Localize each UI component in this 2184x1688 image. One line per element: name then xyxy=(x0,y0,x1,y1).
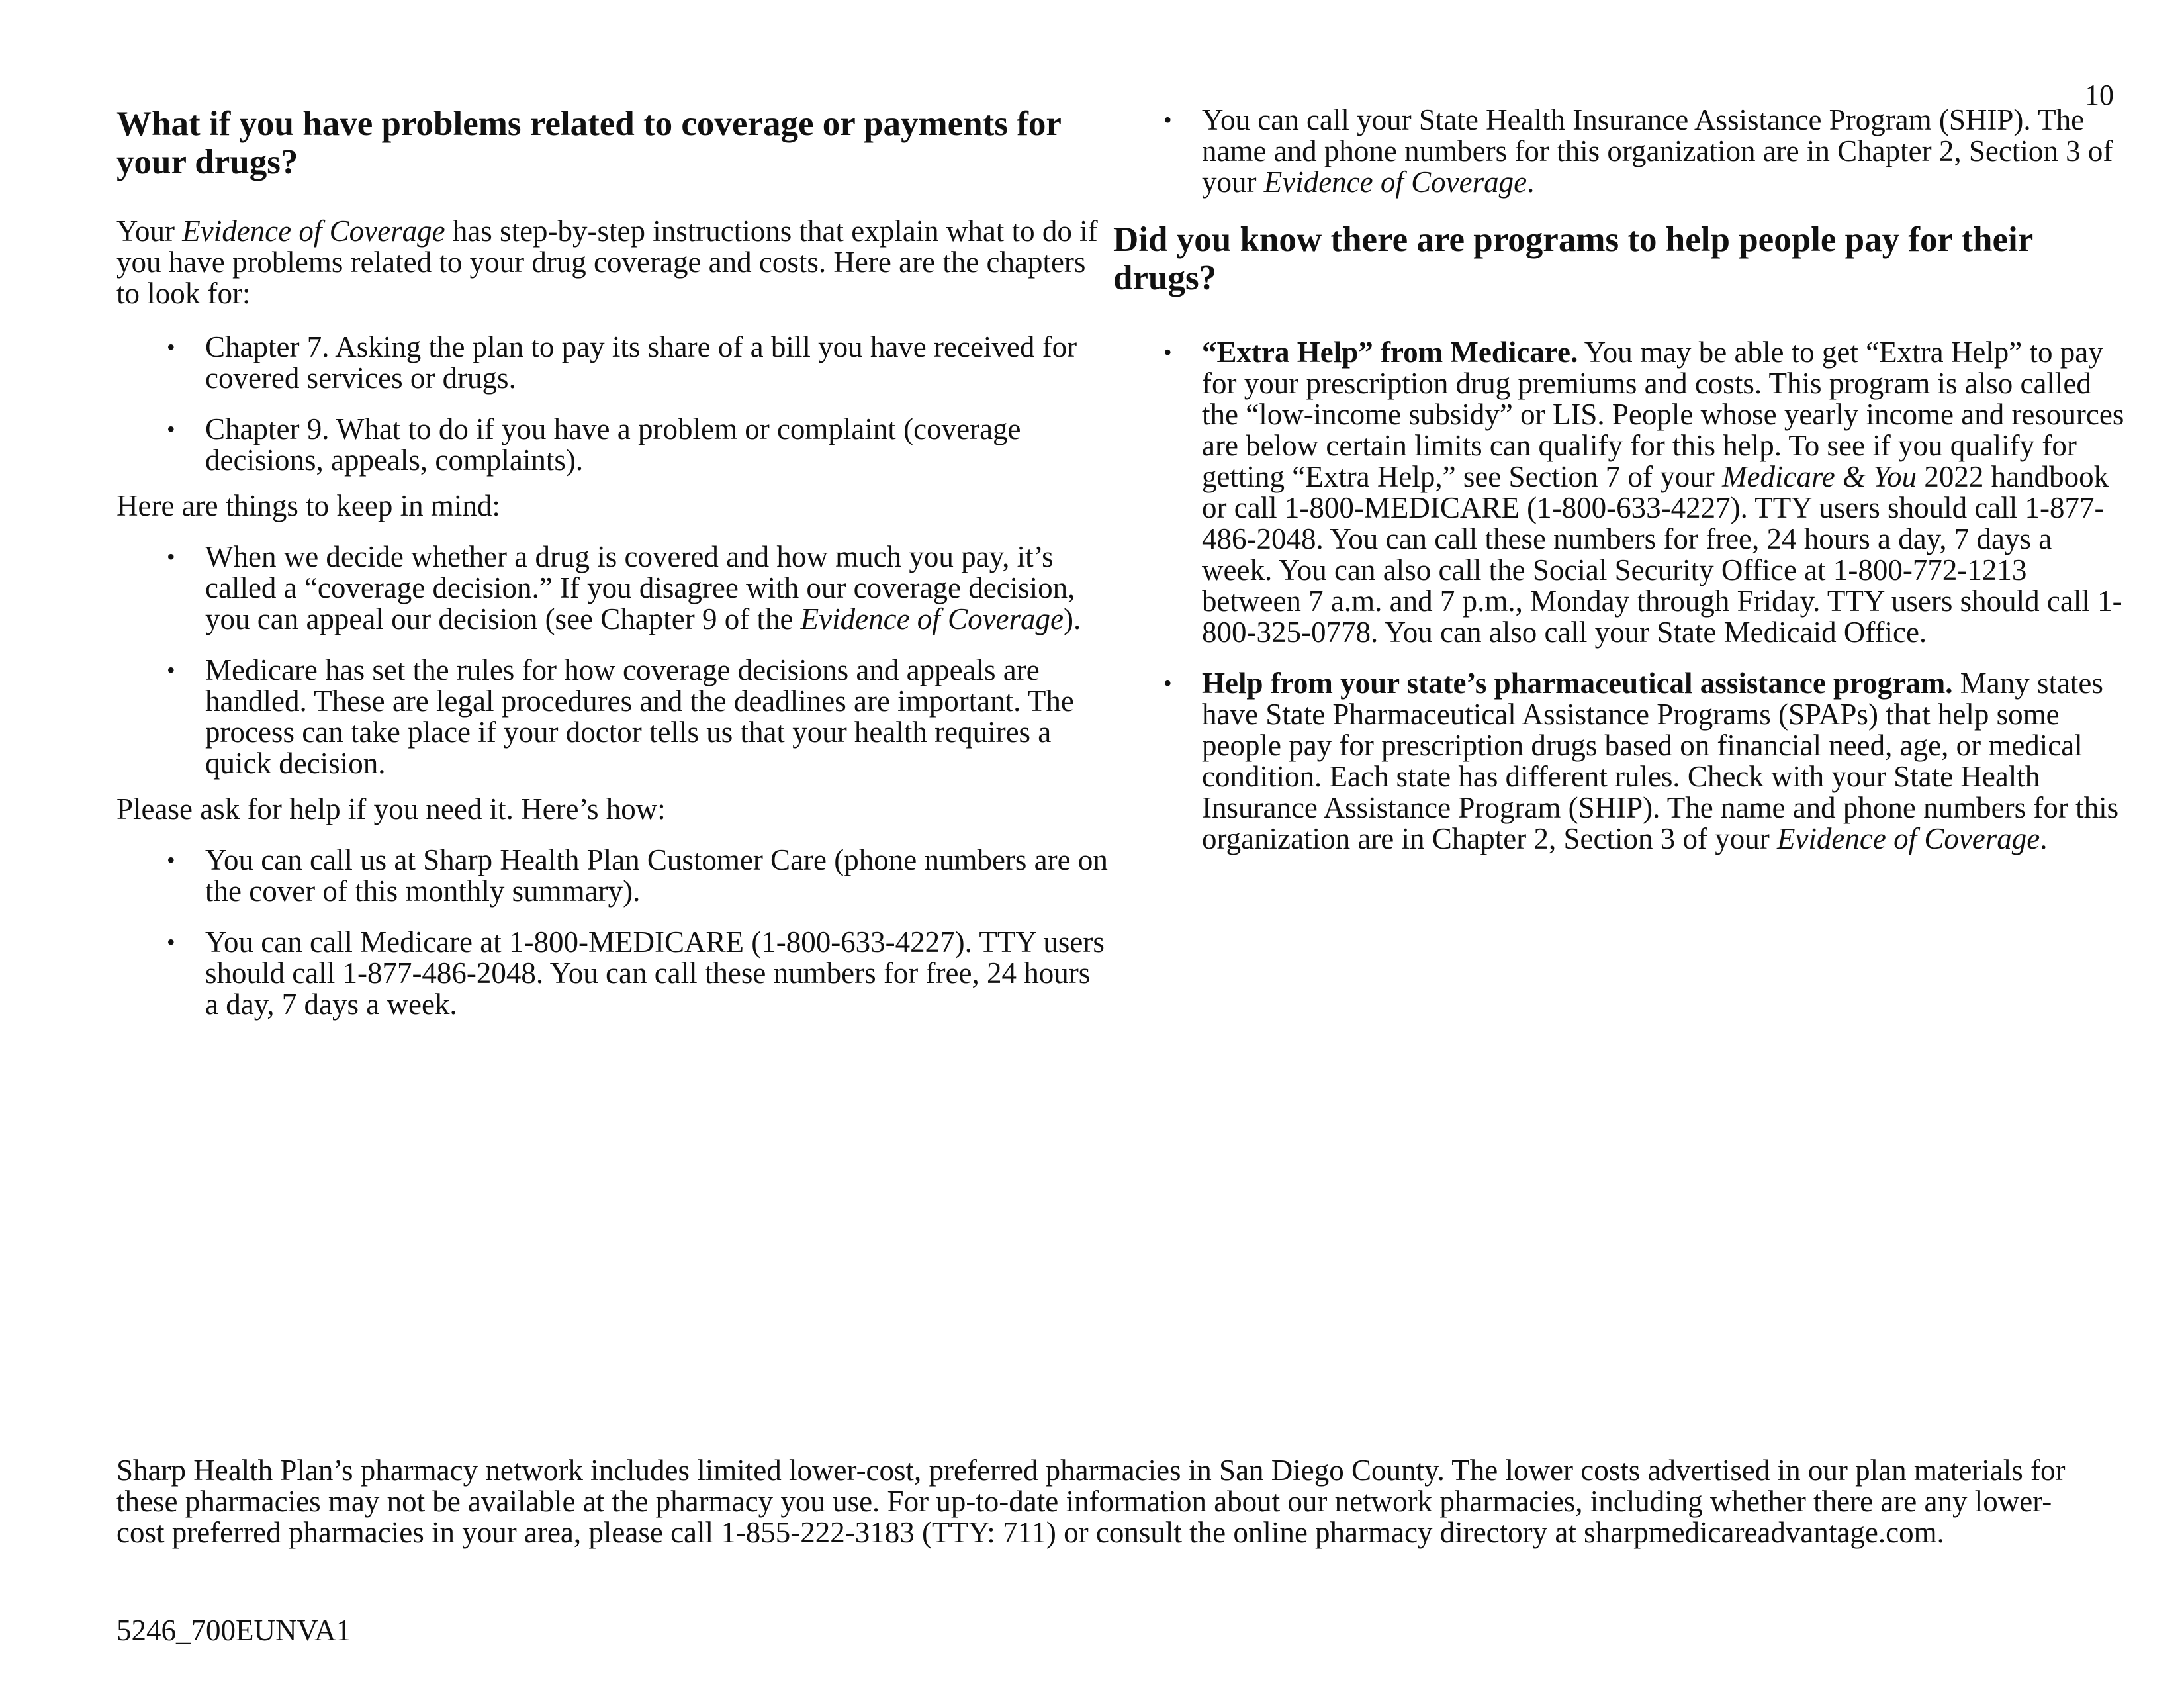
keep-in-mind-paragraph: Here are things to keep in mind: xyxy=(116,489,500,522)
help-intro-paragraph: Please ask for help if you need it. Here’s how: xyxy=(116,792,666,825)
list-item: • Medicare has set the rules for how coverage decisions and appeals are handled. These are legal procedures and the deadlines are important. The process can take place if your doctor tells us that your health requires a quick decision. xyxy=(167,653,1074,780)
list-item: • When we decide whether a drug is covered and how much you pay, it’s called a “coverage decision.” If you disagree with our coverage decision, you can appeal our decision (see Chapter 9 of the Evidence of Coverage). xyxy=(167,540,1081,635)
list-item: • You can call us at Sharp Health Plan Customer Care (phone numbers are on the cover of this monthly summary). xyxy=(167,843,1108,908)
document-code: 5246_700EUNVA1 xyxy=(116,1614,351,1647)
coverage-problems-heading: What if you have problems related to coverage or payments for your drugs? xyxy=(116,105,1061,181)
chapters-list xyxy=(116,332,1109,476)
bullet-icon: • xyxy=(167,334,175,360)
list-item: • “Extra Help” from Medicare. You may be able to get “Extra Help” to pay for your prescription drug premiums and costs. This program is also called the “low-income subsidy” or LIS. People whose yearly income and resources are below certain limits can qualify for this help. To see if you qualify for getting “Extra Help,” see Section 7 of your Medicare & You 2022 handbook or call 1-800-MEDICARE (1-800-633-4227). TTY users should call 1-877-486-2048. You can call these numbers for free, 24 hours a day, 7 days a week. You can also call the Social Security Office at 1-800-772-1213 between 7 a.m. and 7 p.m., Monday through Friday. TTY users should call 1-800-325-0778. You can also call your State Medicaid Office. xyxy=(1163,336,2124,649)
spap-label: Help from your state’s pharmaceutical assistance program. xyxy=(1202,667,1953,700)
list-item: • Help from your state’s pharmaceutical assistance program. Many states have State Pharmaceutical Assistance Programs (SPAPs) that help some people pay for prescription drugs based on financial need, age, or medical condition. Each state has different rules. Check with your State Health Insurance Assistance Program (SHIP). The name and phone numbers for this organization are in Chapter 2, Section 3 of your Evidence of Coverage. xyxy=(1163,667,2119,855)
help-list xyxy=(116,845,1109,1020)
pharmacy-network-disclaimer: Sharp Health Plan’s pharmacy network includes limited lower-cost, preferred pharmacies in San Diego County. The lower costs advertised in our plan materials for these pharmacies may not be available at the pharmacy you use. For up-to-date information about our network pharmacies, including whether there are any lower-cost preferred pharmacies in your area, please call 1-855-222-3183 (TTY: 711) or consult the online pharmacy directory at sharpmedicareadvantage.com. xyxy=(116,1454,2066,1549)
bullet-icon: • xyxy=(167,416,175,442)
bullet-icon: • xyxy=(167,929,175,955)
list-item: • You can call Medicare at 1-800-MEDICARE (1-800-633-4227). TTY users should call 1-877-486-2048. You can call these numbers for free, 24 hours a day, 7 days a week. xyxy=(167,925,1105,1021)
bullet-icon: • xyxy=(167,657,175,683)
evidence-of-coverage-title: Evidence of Coverage xyxy=(182,214,445,248)
coverage-intro-paragraph: Your Evidence of Coverage has step-by-step instructions that explain what to do if you have problems related to your drug coverage and costs. Here are the chapters to look for: xyxy=(116,214,1098,310)
bullet-icon: • xyxy=(1163,107,1172,133)
list-item: • Chapter 9. What to do if you have a problem or complaint (coverage decisions, appeals, complaints). xyxy=(167,412,1021,477)
bullet-icon: • xyxy=(167,543,175,570)
page-number: 10 xyxy=(2085,79,2114,111)
ship-list xyxy=(1113,105,2126,198)
right-column xyxy=(1113,105,2126,855)
bullet-icon: • xyxy=(167,847,175,873)
list-item: • Chapter 7. Asking the plan to pay its share of a bill you have received for covered services or drugs. xyxy=(167,330,1077,395)
bullet-icon: • xyxy=(1163,670,1172,696)
extra-help-label: “Extra Help” from Medicare. xyxy=(1202,336,1578,369)
bullet-icon: • xyxy=(1163,339,1172,365)
list-item: • You can call your State Health Insurance Assistance Program (SHIP). The name and phone numbers for this organization are in Chapter 2, Section 3 of your Evidence of Coverage. xyxy=(1163,103,2113,199)
keep-in-mind-list xyxy=(116,541,1109,779)
programs-list xyxy=(1113,337,2126,855)
left-column xyxy=(116,105,1109,1020)
programs-help-heading: Did you know there are programs to help people pay for their drugs? xyxy=(1113,220,2033,297)
